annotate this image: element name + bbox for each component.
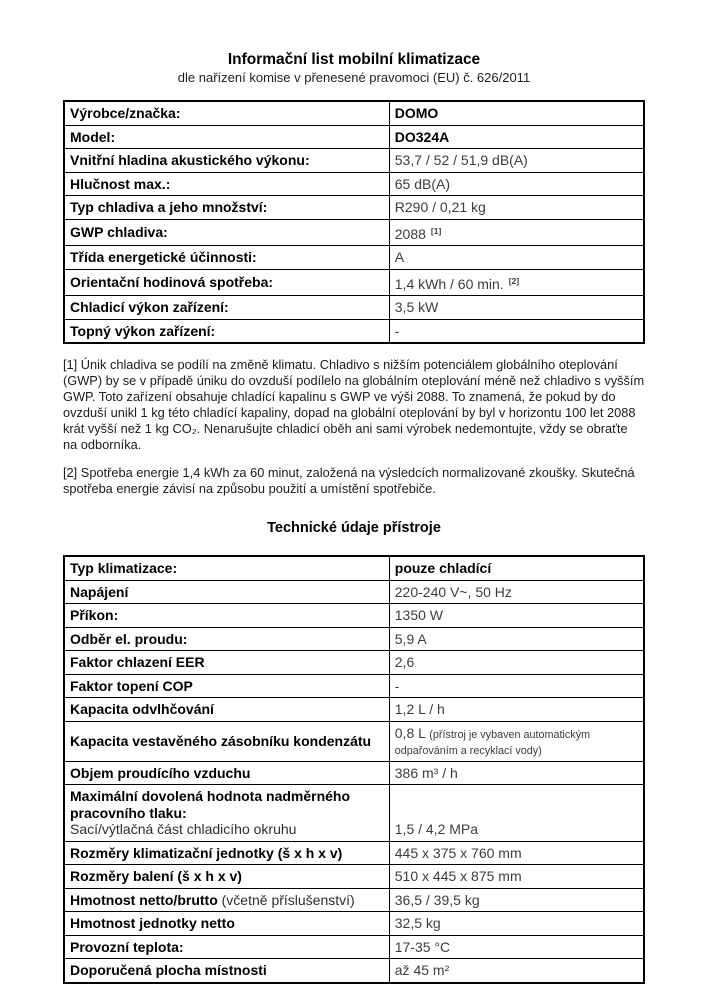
row-value: 2,6 xyxy=(389,651,644,675)
row-label: Výrobce/značka: xyxy=(64,101,389,125)
row-value: A xyxy=(389,246,644,270)
row-label-bold: Hmotnost netto/brutto xyxy=(70,891,218,908)
row-label: Faktor topení COP xyxy=(64,674,389,698)
row-value: - xyxy=(389,319,644,343)
value-note: (přístroj je vybaven automatickým odpařováním a recyklací vody) xyxy=(394,728,591,757)
row-label: Hmotnost jednotky netto xyxy=(64,912,389,936)
table-row xyxy=(64,721,644,761)
row-label: Kapacita vestavěného zásobníku kondenzátu xyxy=(64,721,389,761)
row-label-sub: (včetně příslušenství) xyxy=(217,891,355,908)
table-row xyxy=(64,196,644,220)
table-row xyxy=(64,101,644,125)
document-title: Informační list mobilní klimatizace xyxy=(227,51,481,68)
row-value: 1,2 L / h xyxy=(389,698,644,722)
row-value: 1,5 / 4,2 MPa xyxy=(389,785,644,842)
row-label xyxy=(64,888,389,912)
table-row xyxy=(64,172,644,196)
row-label: Model: xyxy=(64,125,389,149)
row-label: Odběr el. proudu: xyxy=(64,627,389,651)
row-label xyxy=(64,785,389,842)
row-label-bold: Maximální dovolená hodnota nadměrného pracovního tlaku: xyxy=(70,788,351,821)
document-subtitle: dle nařízení komise v přenesené pravomoci (EU) č. 626/2011 xyxy=(177,70,531,85)
row-value: pouze chladící xyxy=(389,556,644,580)
table-row xyxy=(64,246,644,270)
footnote-1: [1] Únik chladiva se podílí na změně klimatu. Chladivo s nižším potenciálem globálního oteplování (GWP) by se v případě úniku do ovzduší podílelo na globálním oteplování méně než chladivo s vyšším GWP. Toto zařízení obsahuje chladící kapalinu s GWP ve výši 2088. To znamená, že pokud by do ovzduší unikl 1 kg této chladící kapaliny, dopad na globální oteplování by byl v horizontu 100 let 2088 krát vyšší než 1 kg CO₂. Nenarušujte chladicí oběh ani sami výrobek nedemontujte, vždy se obraťte na odborníka. xyxy=(63,357,645,452)
row-label: Rozměry klimatizační jednotky (š x h x v) xyxy=(64,841,389,865)
table-row xyxy=(64,959,644,983)
footnote-2: [2] Spotřeba energie 1,4 kWh za 60 minut, založená na výsledcích normalizované zkoušky. Skutečná spotřeba energie závisí na způsobu použití a umístění spotřebiče. xyxy=(63,465,635,496)
row-value: 3,5 kW xyxy=(389,296,644,320)
row-label: GWP chladiva: xyxy=(64,219,389,246)
row-label: Typ klimatizace: xyxy=(64,556,389,580)
row-value: 17-35 °C xyxy=(389,935,644,959)
row-value: 220-240 V~, 50 Hz xyxy=(389,580,644,604)
row-label: Chladicí výkon zařízení: xyxy=(64,296,389,320)
table-row xyxy=(64,219,644,246)
tech-table xyxy=(63,555,645,984)
row-value: R290 / 0,21 kg xyxy=(389,196,644,220)
table-row xyxy=(64,912,644,936)
table-row xyxy=(64,674,644,698)
row-value-text: 0,8 L xyxy=(394,724,426,741)
row-label: Třída energetické účinnosti: xyxy=(64,246,389,270)
row-value-text: 1,4 kWh / 60 min. xyxy=(394,275,504,292)
row-label: Objem proudícího vzduchu xyxy=(64,761,389,785)
row-label: Hlučnost max.: xyxy=(64,172,389,196)
row-value: 32,5 kg xyxy=(389,912,644,936)
row-label: Faktor chlazení EER xyxy=(64,651,389,675)
row-label: Topný výkon zařízení: xyxy=(64,319,389,343)
table-row xyxy=(64,604,644,628)
document-page xyxy=(63,0,645,984)
table-row xyxy=(64,580,644,604)
table-row xyxy=(64,785,644,842)
row-value: 1350 W xyxy=(389,604,644,628)
section-title: Technické údaje přístroje xyxy=(267,520,441,536)
row-label: Napájení xyxy=(64,580,389,604)
table-row xyxy=(64,865,644,889)
row-label: Typ chladiva a jeho množství: xyxy=(64,196,389,220)
row-value: až 45 m² xyxy=(389,959,644,983)
table-row xyxy=(64,935,644,959)
row-label: Příkon: xyxy=(64,604,389,628)
row-label: Kapacita odvlhčování xyxy=(64,698,389,722)
row-value: 36,5 / 39,5 kg xyxy=(389,888,644,912)
row-value: 445 x 375 x 760 mm xyxy=(389,841,644,865)
table-row xyxy=(64,651,644,675)
table-row xyxy=(64,841,644,865)
table-row xyxy=(64,269,644,296)
table-row xyxy=(64,125,644,149)
row-value xyxy=(389,269,644,296)
row-value: 5,9 A xyxy=(389,627,644,651)
row-value xyxy=(389,219,644,246)
table-row xyxy=(64,319,644,343)
row-value-text: 2088 xyxy=(394,225,426,242)
row-value: 510 x 445 x 875 mm xyxy=(389,865,644,889)
table-row xyxy=(64,698,644,722)
footnote-ref: [2] xyxy=(508,275,520,286)
row-label: Vnitřní hladina akustického výkonu: xyxy=(64,149,389,173)
row-value: 386 m³ / h xyxy=(389,761,644,785)
row-value: DO324A xyxy=(389,125,644,149)
table-row xyxy=(64,556,644,580)
table-row xyxy=(64,761,644,785)
table-row xyxy=(64,627,644,651)
row-label: Provozní teplota: xyxy=(64,935,389,959)
row-label: Rozměry balení (š x h x v) xyxy=(64,865,389,889)
table-row xyxy=(64,149,644,173)
row-value: 65 dB(A) xyxy=(389,172,644,196)
row-label: Doporučená plocha místnosti xyxy=(64,959,389,983)
row-value xyxy=(389,721,644,761)
row-label: Orientační hodinová spotřeba: xyxy=(64,269,389,296)
row-label-sub: Sací/výtlačná část chladicího okruhu xyxy=(70,821,297,837)
table-row xyxy=(64,888,644,912)
info-table xyxy=(63,100,645,344)
table-row xyxy=(64,296,644,320)
row-value: 53,7 / 52 / 51,9 dB(A) xyxy=(389,149,644,173)
row-value: DOMO xyxy=(389,101,644,125)
footnote-ref: [1] xyxy=(430,225,442,236)
row-value: - xyxy=(389,674,644,698)
